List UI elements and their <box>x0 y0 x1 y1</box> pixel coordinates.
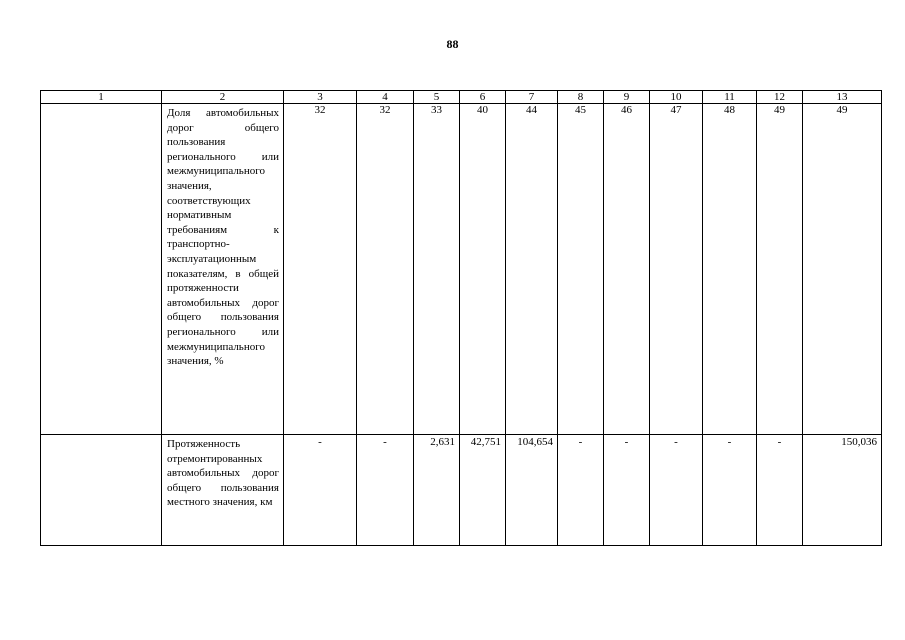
row-index-cell <box>41 104 162 435</box>
value-cell: - <box>284 435 357 546</box>
value-cell: - <box>757 435 803 546</box>
column-header: 3 <box>284 91 357 104</box>
value-cell: 42,751 <box>460 435 506 546</box>
value-cell: 49 <box>757 104 803 435</box>
value-cell: 49 <box>803 104 882 435</box>
value-cell: - <box>650 435 703 546</box>
value-cell: 32 <box>357 104 414 435</box>
data-table <box>40 90 882 546</box>
table-row <box>41 104 882 435</box>
value-cell: 32 <box>284 104 357 435</box>
value-cell: 46 <box>604 104 650 435</box>
column-header: 1 <box>41 91 162 104</box>
indicator-description: Протяженность отремонтированных автомобильных дорог общего пользования местного значения, км <box>162 435 284 546</box>
value-cell: - <box>604 435 650 546</box>
value-cell: 150,036 <box>803 435 882 546</box>
column-header: 4 <box>357 91 414 104</box>
column-header: 10 <box>650 91 703 104</box>
column-header: 5 <box>414 91 460 104</box>
value-cell: 40 <box>460 104 506 435</box>
value-cell: 44 <box>506 104 558 435</box>
page-number: 88 <box>446 37 459 51</box>
indicator-description: Доля автомобильных дорог общего пользования регионального или межмуниципального значения, соответствующих нормативным требованиям к транспортно-эксплуатационным показателям, в общей протяженности автомобильных дорог общего пользования регионального или межмуниципального значения, % <box>162 104 284 435</box>
value-cell: 2,631 <box>414 435 460 546</box>
value-cell: - <box>558 435 604 546</box>
value-cell: 45 <box>558 104 604 435</box>
column-header: 13 <box>803 91 882 104</box>
column-header: 6 <box>460 91 506 104</box>
column-header: 8 <box>558 91 604 104</box>
value-cell: 33 <box>414 104 460 435</box>
value-cell: 47 <box>650 104 703 435</box>
value-cell: 48 <box>703 104 757 435</box>
value-cell: - <box>357 435 414 546</box>
column-header: 7 <box>506 91 558 104</box>
value-cell: 104,654 <box>506 435 558 546</box>
column-header: 11 <box>703 91 757 104</box>
table-row <box>41 435 882 546</box>
row-index-cell <box>41 435 162 546</box>
column-header: 9 <box>604 91 650 104</box>
column-header: 12 <box>757 91 803 104</box>
column-header: 2 <box>162 91 284 104</box>
header-row <box>41 91 882 104</box>
value-cell: - <box>703 435 757 546</box>
